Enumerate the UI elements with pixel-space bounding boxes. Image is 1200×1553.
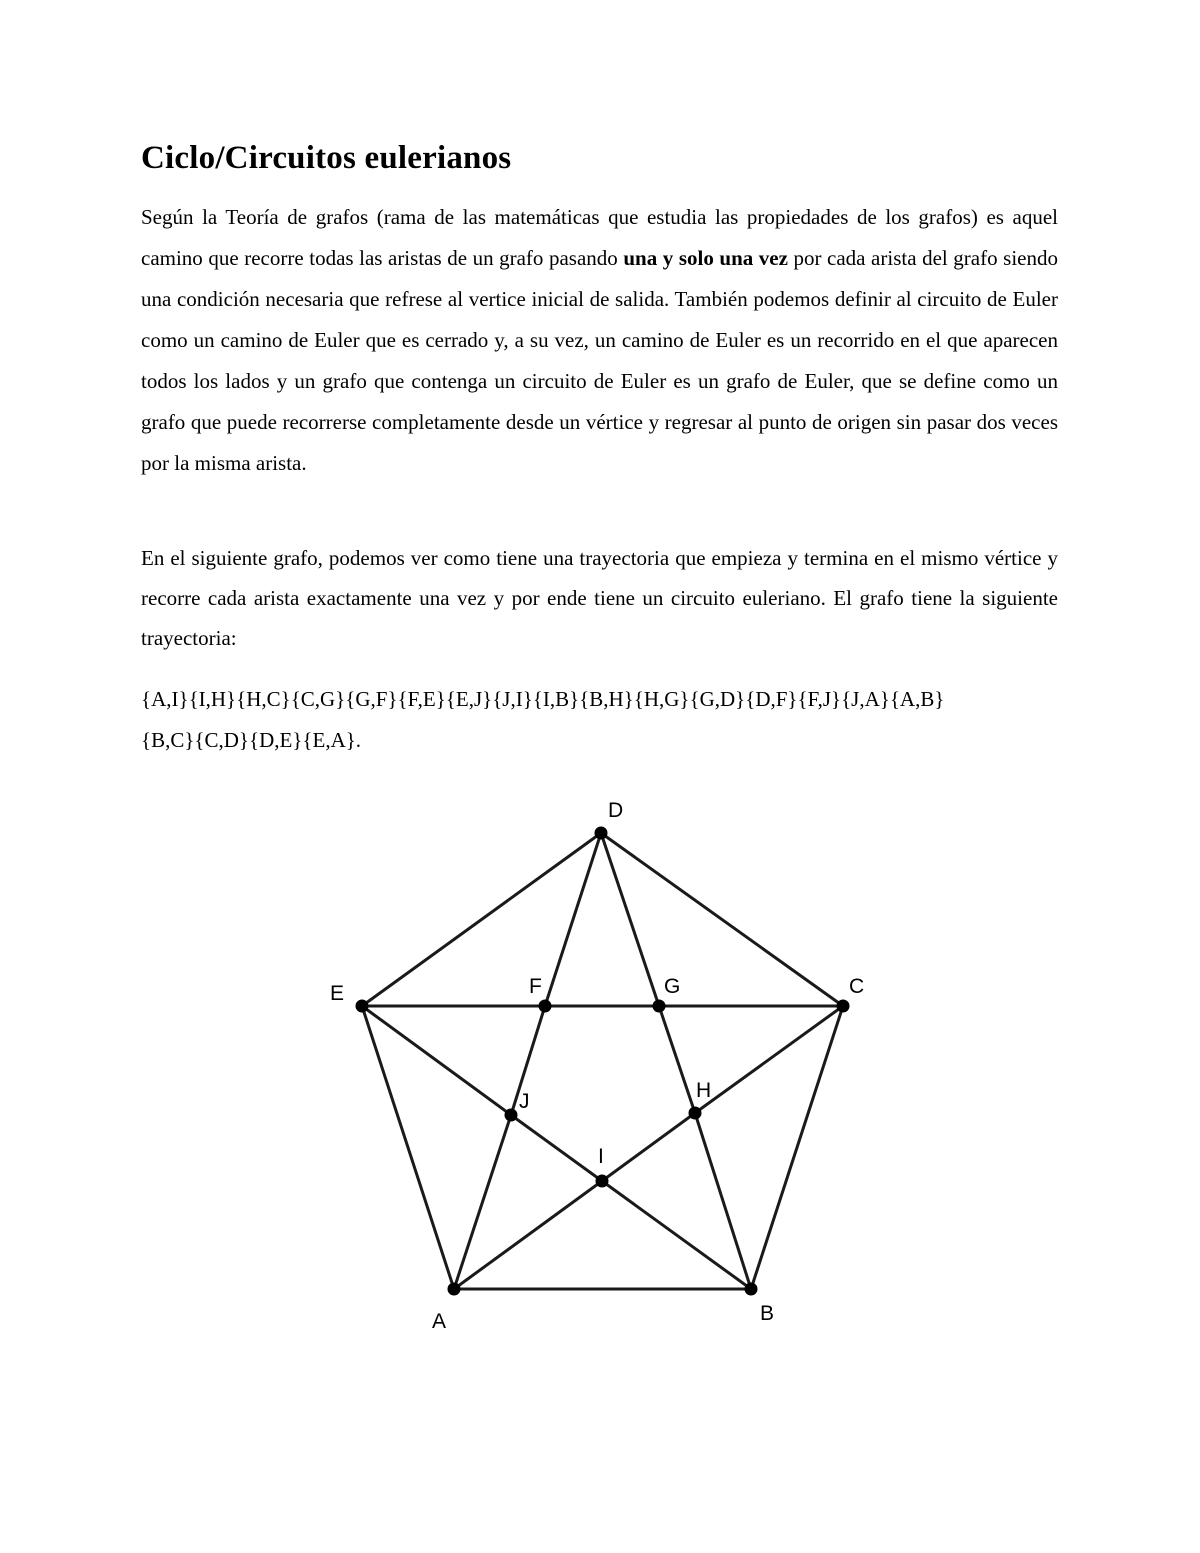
vertex-i (596, 1175, 609, 1188)
vertex-label-b: B (760, 1302, 775, 1325)
vertex-label-g: G (664, 975, 681, 998)
vertex-b (745, 1283, 758, 1296)
vertex-d (595, 827, 608, 840)
edge-c-d (601, 833, 843, 1006)
graph-vertex-labels (330, 799, 864, 1330)
vertex-label-c: C (849, 975, 865, 998)
path-sequence-line-1: {A,I}{I,H}{H,C}{C,G}{G,F}{F,E}{E,J}{J,I}{I,B}{B,H}{H,G}{G,D}{D,F}{F,J}{J,A}{A,B} (141, 687, 945, 711)
edge-i-b (602, 1181, 751, 1289)
edge-d-e (362, 833, 601, 1006)
edge-a-i (454, 1181, 602, 1289)
edge-b-h (695, 1113, 751, 1289)
vertex-j (505, 1109, 518, 1122)
vertex-label-d: D (608, 799, 624, 822)
graph-vertices (356, 827, 850, 1296)
edge-h-c (695, 1006, 843, 1113)
edge-e-a (362, 1006, 454, 1289)
vertex-label-a: A (432, 1310, 447, 1330)
vertex-h (689, 1107, 702, 1120)
edge-j-i (511, 1115, 602, 1181)
page-title: Ciclo/Circuitos eulerianos (141, 140, 512, 176)
paragraph-definition-text-start: Según la Teoría de grafos (rama de las matemáticas que estudia las propiedades de los grafos) es aquel camino que recorre todas las aristas de un grafo pasando (141, 205, 1058, 270)
paragraph-definition (141, 197, 1058, 484)
graph-edges (362, 833, 843, 1289)
edge-e-j (362, 1006, 511, 1115)
vertex-a (448, 1283, 461, 1296)
vertex-c (837, 1000, 850, 1013)
edge-j-a (454, 1115, 511, 1289)
paragraph-example: En el siguiente grafo, podemos ver como tiene una trayectoria que empieza y termina en el mismo vértice y recorre cada arista exactamente una vez y por ende tiene un circuito euleriano. El grafo tiene la siguiente trayectoria: (141, 546, 1058, 650)
vertex-g (653, 1000, 666, 1013)
edge-h-g (659, 1006, 695, 1113)
edge-b-c (751, 1006, 843, 1289)
vertex-label-e: E (330, 982, 345, 1005)
edge-i-h (602, 1113, 695, 1181)
paragraph-definition-text-end: por cada arista del grafo siendo una condición necesaria que refrese al vertice inicial de salida. También podemos definir al circuito de Euler como un camino de Euler que es cerrado y, a su vez, un camino de Euler es un recorrido en el que aparecen todos los lados y un grafo que contenga un circuito de Euler es un grafo de Euler, que se define como un grafo que puede recorrerse completamente desde un vértice y regresar al punto de origen sin pasar dos veces por la misma arista. (141, 246, 1058, 475)
path-sequence-line-2: {B,C}{C,D}{D,E}{E,A}. (141, 728, 362, 752)
vertex-e (356, 1000, 369, 1013)
vertex-f (539, 1000, 552, 1013)
edge-d-f (545, 833, 601, 1006)
vertex-label-i: I (598, 1145, 604, 1168)
vertex-label-h: H (696, 1079, 712, 1102)
vertex-label-f: F (529, 975, 542, 998)
paragraph-definition-bold: una y solo una vez (623, 246, 788, 270)
edge-g-d (601, 833, 659, 1006)
vertex-label-j: J (519, 1090, 530, 1113)
path-sequence (141, 679, 1058, 761)
petersen-graph-diagram (326, 790, 866, 1330)
